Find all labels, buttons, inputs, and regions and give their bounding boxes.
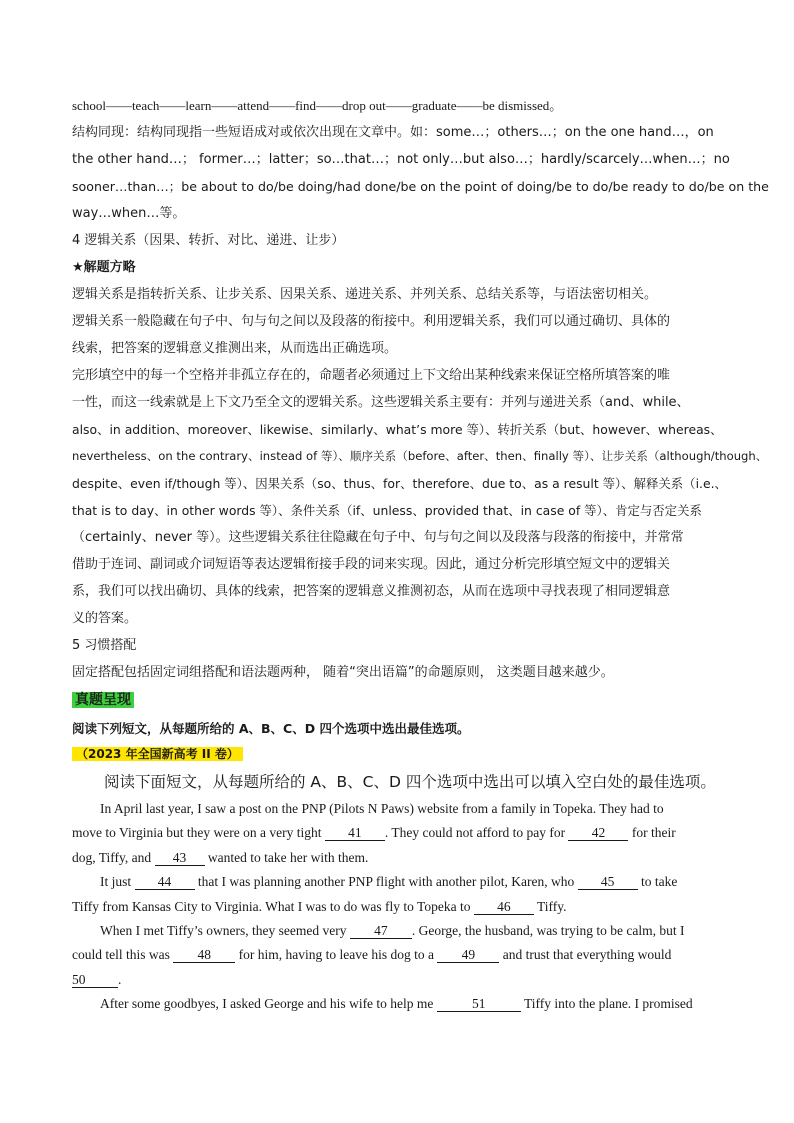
text-line: 线索，把答案的逻辑意义推测出来，从而选出正确选项。 <box>72 341 398 356</box>
text-line: 一性，而这一线索就是上下文乃至全文的逻辑关系。这些逻辑关系主要有：并列与递进关系（and、while、 <box>72 395 690 410</box>
passage-line <box>72 968 724 992</box>
passage-text: . They could not afford to pay for <box>384 825 566 841</box>
passage-line <box>72 846 724 870</box>
passage-line <box>72 992 724 1016</box>
source-tag: （2023 年全国新高考 II 卷） <box>72 747 243 761</box>
text-line: 完形填空中的每一个空格并非孤立存在的，命题者必须通过上下文给出某种线索来保证空格所填答案的唯 <box>72 368 671 383</box>
passage-line <box>72 943 724 967</box>
passage-text: Tiffy from Kansas City to Virginia. What I was to do was fly to Topeka to <box>72 898 471 914</box>
blank-42: 42 <box>568 825 628 841</box>
text-line: nevertheless、on the contrary、instead of 等）、顺序关系（before、after、then、finally 等）、让步关系（although/though、 <box>72 449 768 463</box>
text-line: 义的答案。 <box>72 611 138 626</box>
section-heading: 5 习惯搭配 <box>72 638 137 653</box>
passage-text: that I was planning another PNP flight with another pilot, Karen, who <box>197 874 575 890</box>
direction: 阅读下面短文，从每题所给的 A、B、C、D 四个选项中选出可以填入空白处的最佳选项。 <box>104 773 716 791</box>
text-line: 系，我们可以找出确切、具体的线索，把答案的逻辑意义推测初态，从而在选项中寻找表现了相同逻辑意 <box>72 584 671 599</box>
word-chain: school——teach——learn——attend——find——drop out——graduate——be dismissed。 <box>72 98 563 113</box>
passage-text: to take <box>640 874 678 890</box>
passage-text: wanted to take her with them. <box>207 849 369 865</box>
passage-text: for their <box>631 825 676 841</box>
passage-text: and trust that everything would <box>502 947 672 963</box>
passage <box>72 797 724 1017</box>
passage-text: . <box>118 971 122 987</box>
passage-line: In April last year, I saw a post on the PNP (Pilots N Paws) website from a family in Topeka. They had to <box>100 801 664 816</box>
blank-44: 44 <box>135 874 195 890</box>
blank-47: 47 <box>350 923 412 939</box>
blank-50: 50 <box>72 972 118 988</box>
passage-text: After some goodbyes, I asked George and his wife to help me <box>100 996 434 1012</box>
passage-line <box>72 821 724 845</box>
passage-line <box>72 919 724 943</box>
passage-line <box>72 870 724 894</box>
blank-46: 46 <box>474 899 534 915</box>
text-line: the other hand…； former…；latter；so…that…；not only…but also…；hardly/scarcely…when…；no <box>72 152 730 167</box>
passage-text: dog, Tiffy, and <box>72 849 152 865</box>
source-tag-row <box>72 742 724 767</box>
passage-text: for him, having to leave his dog to a <box>238 947 434 963</box>
text-line: （certainly、never 等）。这些逻辑关系往往隐藏在句子中、句与句之间以及段落与段落的衔接中，并常常 <box>72 530 684 545</box>
text-line: despite、even if/though 等）、因果关系（so、thus、for、therefore、due to、as a result 等）、解释关系（i.e.、 <box>72 476 727 491</box>
blank-49: 49 <box>437 947 499 963</box>
text-line: that is to day、in other words 等）、条件关系（if、unless、provided that、in case of 等）、肯定与否定关系 <box>72 503 702 518</box>
passage-text: . George, the husband, was trying to be calm, but I <box>411 923 685 939</box>
text-line: 结构同现：结构同现指一些短语成对或依次出现在文章中。如：some…；others…；on the one hand…，on <box>72 125 714 140</box>
text-line: way…when…等。 <box>72 206 186 221</box>
section-heading: 4 逻辑关系（因果、转折、对比、递进、让步） <box>72 233 345 248</box>
blank-41: 41 <box>325 825 385 841</box>
text-line: 逻辑关系是指转折关系、让步关系、因果关系、递进关系、并列关系、总结关系等，与语法密切相关。 <box>72 287 658 302</box>
text-line: 借助于连词、副词或介词短语等表达逻辑衔接手段的词来实现。因此，通过分析完形填空短文中的逻辑关 <box>72 557 671 572</box>
section-tag: 真题呈现 <box>72 692 134 708</box>
instruction: 阅读下列短文，从每题所给的 A、B、C、D 四个选项中选出最佳选项。 <box>72 721 470 736</box>
text-line: 固定搭配包括固定词组搭配和语法题两种， 随着“突出语篇”的命题原则， 这类题目越来越少。 <box>72 665 614 680</box>
passage-text: move to Virginia but they were on a very tight <box>72 825 322 841</box>
passage-text: could tell this was <box>72 947 170 963</box>
text-line: 逻辑关系一般隐藏在句子中、句与句之间以及段落的衔接中。利用逻辑关系，我们可以通过确切、具体的 <box>72 314 671 329</box>
blank-51: 51 <box>437 996 521 1012</box>
blank-43: 43 <box>155 850 205 866</box>
section-tag-row <box>72 686 724 715</box>
passage-text: Tiffy. <box>536 898 567 914</box>
passage-text: Tiffy into the plane. I promised <box>523 996 693 1012</box>
passage-text: It just <box>100 874 132 890</box>
passage-line <box>72 895 724 919</box>
strategy-heading: ★解题方略 <box>72 260 136 275</box>
blank-45: 45 <box>578 874 638 890</box>
blank-48: 48 <box>173 947 235 963</box>
text-line: also、in addition、moreover、likewise、similarly、what’s more 等）、转折关系（but、however、whereas、 <box>72 422 723 437</box>
passage-text: When I met Tiffy’s owners, they seemed very <box>100 923 347 939</box>
text-line: sooner…than…；be about to do/be doing/had done/be on the point of doing/be to do/be ready to do/be on the <box>72 179 769 194</box>
document-page <box>72 92 769 1017</box>
